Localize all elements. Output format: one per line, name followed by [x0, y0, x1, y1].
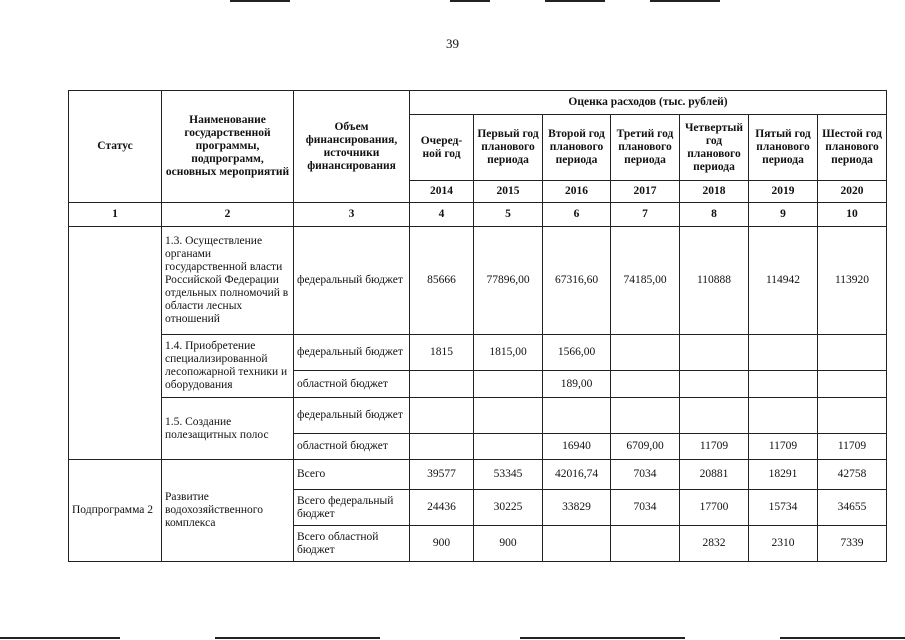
- table-row: [69, 398, 887, 434]
- value-cell: 7339: [818, 526, 887, 562]
- funding-source: Всего областной бюджет: [294, 526, 410, 562]
- value-cell: 77896,00: [474, 227, 543, 335]
- value-cell: 11709: [749, 434, 818, 460]
- value-cell: [680, 335, 749, 371]
- value-cell: 85666: [410, 227, 474, 335]
- value-cell: 2310: [749, 526, 818, 562]
- value-cell: 42016,74: [543, 460, 611, 490]
- value-cell: 6709,00: [611, 434, 680, 460]
- value-cell: 11709: [680, 434, 749, 460]
- value-cell: [410, 371, 474, 398]
- header-period: Пятый год планового периода: [749, 115, 818, 181]
- value-cell: 110888: [680, 227, 749, 335]
- funding-source: областной бюджет: [294, 371, 410, 398]
- value-cell: 34655: [818, 490, 887, 526]
- value-cell: [410, 434, 474, 460]
- header-period: Шестой год планового периода: [818, 115, 887, 181]
- value-cell: 1815: [410, 335, 474, 371]
- value-cell: [749, 371, 818, 398]
- value-cell: 33829: [543, 490, 611, 526]
- value-cell: [474, 398, 543, 434]
- value-cell: [818, 335, 887, 371]
- value-cell: [818, 371, 887, 398]
- header-year: 2020: [818, 181, 887, 203]
- value-cell: 18291: [749, 460, 818, 490]
- scan-edge-top: [650, 0, 720, 2]
- funding-source: федеральный бюджет: [294, 398, 410, 434]
- scan-edge-top: [450, 0, 490, 2]
- header-period: Четвертый год планового периода: [680, 115, 749, 181]
- value-cell: [611, 335, 680, 371]
- value-cell: 53345: [474, 460, 543, 490]
- scan-edge-bottom: [780, 637, 905, 639]
- value-cell: 114942: [749, 227, 818, 335]
- value-cell: 17700: [680, 490, 749, 526]
- header-period: Очеред- ной год: [410, 115, 474, 181]
- value-cell: [474, 371, 543, 398]
- column-number: 4: [410, 203, 474, 227]
- header-status: Статус: [69, 91, 162, 203]
- value-cell: [611, 371, 680, 398]
- column-number: 10: [818, 203, 887, 227]
- value-cell: [474, 434, 543, 460]
- scan-edge-bottom: [0, 637, 120, 639]
- scan-edge-top: [545, 0, 605, 2]
- status-subprogram: Подпрограмма 2: [69, 460, 162, 562]
- value-cell: 15734: [749, 490, 818, 526]
- expense-table: [68, 90, 887, 562]
- value-cell: [543, 398, 611, 434]
- funding-source: Всего федеральный бюджет: [294, 490, 410, 526]
- value-cell: 16940: [543, 434, 611, 460]
- value-cell: 7034: [611, 490, 680, 526]
- header-program-name: Наименование государственной программы, подпрограмм, основных мероприятий: [162, 91, 294, 203]
- value-cell: 900: [474, 526, 543, 562]
- value-cell: 20881: [680, 460, 749, 490]
- activity-name: 1.5. Создание полезащитных полос: [162, 398, 294, 460]
- value-cell: 67316,60: [543, 227, 611, 335]
- page-number: 39: [446, 36, 459, 51]
- scan-edge-bottom: [215, 637, 380, 639]
- value-cell: [410, 398, 474, 434]
- header-expense-estimate: Оценка расходов (тыс. рублей): [410, 91, 887, 115]
- value-cell: [611, 526, 680, 562]
- value-cell: 74185,00: [611, 227, 680, 335]
- value-cell: 113920: [818, 227, 887, 335]
- column-number: 5: [474, 203, 543, 227]
- value-cell: [680, 398, 749, 434]
- status-cell-empty: [69, 227, 162, 460]
- scan-edge-bottom: [520, 637, 685, 639]
- value-cell: 900: [410, 526, 474, 562]
- column-number: 2: [162, 203, 294, 227]
- column-number: 3: [294, 203, 410, 227]
- column-number: 1: [69, 203, 162, 227]
- activity-name: Развитие водохозяйственного комплекса: [162, 460, 294, 562]
- column-number: 6: [543, 203, 611, 227]
- header-period: Третий год планового периода: [611, 115, 680, 181]
- table-row: [69, 335, 887, 371]
- header-year: 2019: [749, 181, 818, 203]
- funding-source: Всего: [294, 460, 410, 490]
- column-number: 8: [680, 203, 749, 227]
- table-row: [69, 460, 887, 490]
- header-period: Второй год планового периода: [543, 115, 611, 181]
- value-cell: 7034: [611, 460, 680, 490]
- value-cell: 189,00: [543, 371, 611, 398]
- header-period: Первый год планового периода: [474, 115, 543, 181]
- header-year: 2016: [543, 181, 611, 203]
- value-cell: 42758: [818, 460, 887, 490]
- value-cell: [818, 398, 887, 434]
- value-cell: 1566,00: [543, 335, 611, 371]
- scan-edge-top: [230, 0, 290, 2]
- header-year: 2017: [611, 181, 680, 203]
- funding-source: федеральный бюджет: [294, 335, 410, 371]
- value-cell: [749, 335, 818, 371]
- value-cell: 39577: [410, 460, 474, 490]
- header-year: 2018: [680, 181, 749, 203]
- header-year: 2015: [474, 181, 543, 203]
- activity-name: 1.3. Осуществление органами государственной власти Российской Федерации отдельных полномочий в области лесных отношений: [162, 227, 294, 335]
- value-cell: 1815,00: [474, 335, 543, 371]
- header-year: 2014: [410, 181, 474, 203]
- table-row: [69, 227, 887, 335]
- funding-source: федеральный бюджет: [294, 227, 410, 335]
- value-cell: [611, 398, 680, 434]
- header-financing-volume: Объем финансирования, источники финансирования: [294, 91, 410, 203]
- value-cell: [749, 398, 818, 434]
- column-number: 7: [611, 203, 680, 227]
- activity-name: 1.4. Приобретение специализированной лесопожарной техники и оборудования: [162, 335, 294, 398]
- value-cell: 2832: [680, 526, 749, 562]
- value-cell: 24436: [410, 490, 474, 526]
- value-cell: 11709: [818, 434, 887, 460]
- value-cell: 30225: [474, 490, 543, 526]
- value-cell: [543, 526, 611, 562]
- funding-source: областной бюджет: [294, 434, 410, 460]
- value-cell: [680, 371, 749, 398]
- column-number: 9: [749, 203, 818, 227]
